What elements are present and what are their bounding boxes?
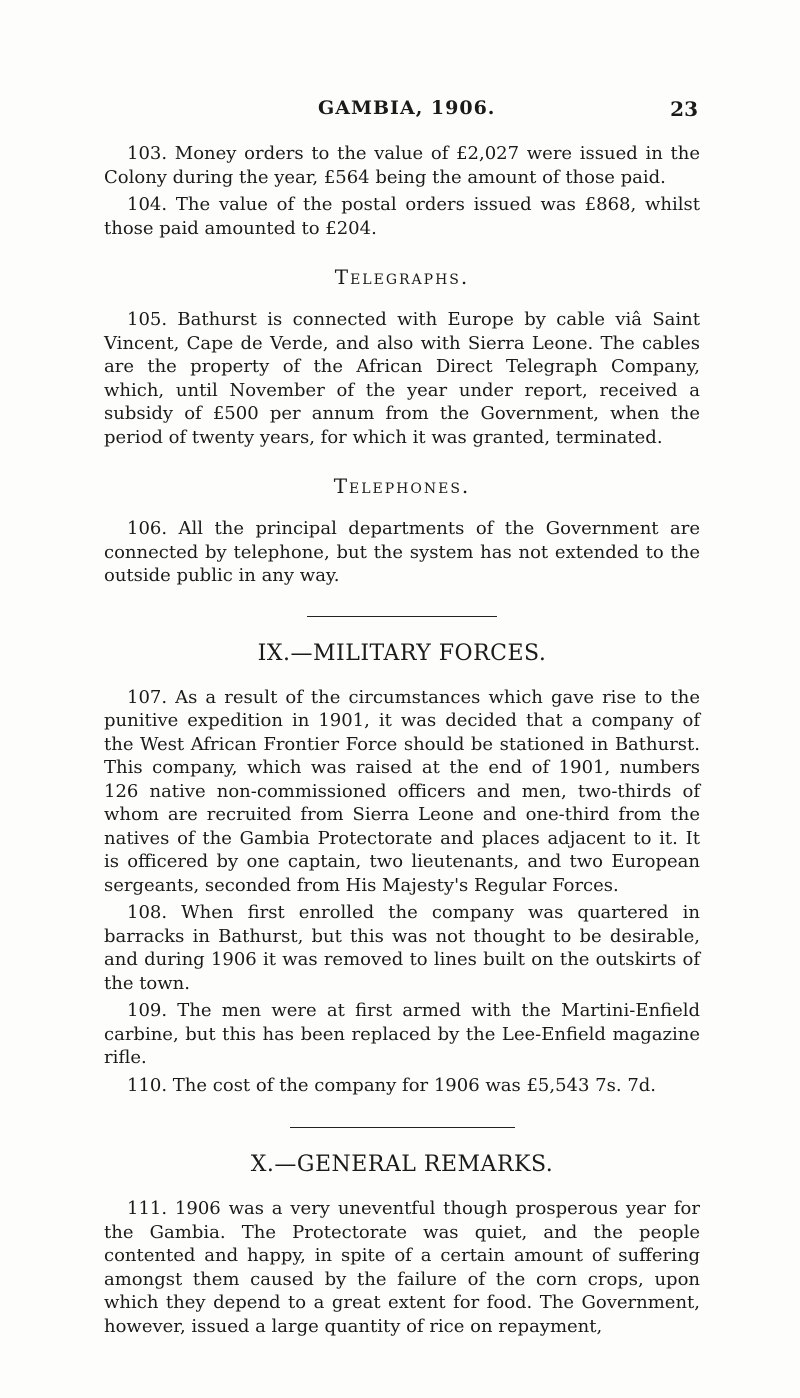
paragraph-105: 105. Bathurst is connected with Europe by cable viâ Saint Vincent, Cape de Verde, and also with Sierra Leone. The cables are the property of the African Direct Telegraph Company, which, until November of the year under report, received a subsidy of £500 per annum from the Government, when the period of twenty years, for which it was granted, terminated. <box>104 309 700 448</box>
heading-general-remarks: X.—GENERAL REMARKS. <box>250 1152 554 1177</box>
running-head <box>0 97 800 127</box>
heading-telegraphs: Telegraphs. <box>334 265 470 289</box>
section-divider <box>290 1127 515 1128</box>
page-number: 23 <box>670 97 698 121</box>
heading-telephones: Telephones. <box>333 474 471 498</box>
paragraph-111: 111. 1906 was a very uneventful though prosperous year for the Gambia. The Protectorate was quiet, and the people contented and happy, in spite of a certain amount of suffering amongst them caused by the failure of the corn crops, upon which they depend to a great extent for food. The Government, however, issued a large quantity of rice on repayment, <box>104 1198 700 1337</box>
paragraph-107: 107. As a result of the circumstances which gave rise to the punitive expedition in 1901, it was decided that a company of the West African Frontier Force should be stationed in Bathurst. This company, which was raised at the end of 1901, numbers 126 native non-commissioned officers and men, two-thirds of whom are recruited from Sierra Leone and one-third from the natives of the Gambia Protectorate and places adjacent to it. It is officered by one captain, two lieutenants, and two European sergeants, seconded from His Majesty's Regular Forces. <box>104 686 700 896</box>
paragraph-106: 106. All the principal departments of the Government are connected by telephone, but the system has not extended to the outside public in any way. <box>104 518 700 586</box>
paragraph-110: 110. The cost of the company for 1906 was £5,543 7s. 7d. <box>127 1074 657 1096</box>
section-divider <box>307 616 497 617</box>
page-body <box>104 142 700 1338</box>
paragraph-109: 109. The men were at first armed with the Martini-Enfield carbine, but this has been replaced by the Lee-Enfield magazine rifle. <box>104 1000 700 1068</box>
heading-military-forces: IX.—MILITARY FORCES. <box>257 640 547 666</box>
running-title: GAMBIA, 1906. <box>318 97 496 119</box>
paragraph-108: 108. When first enrolled the company was quartered in barracks in Bathurst, but this was not thought to be desirable, and during 1906 it was removed to lines built on the outskirts of the town. <box>104 902 700 994</box>
paragraph-104: 104. The value of the postal orders issued was £868, whilst those paid amounted to £204. <box>104 194 700 239</box>
paragraph-103: 103. Money orders to the value of £2,027 were issued in the Colony during the year, £564 being the amount of those paid. <box>104 143 700 188</box>
